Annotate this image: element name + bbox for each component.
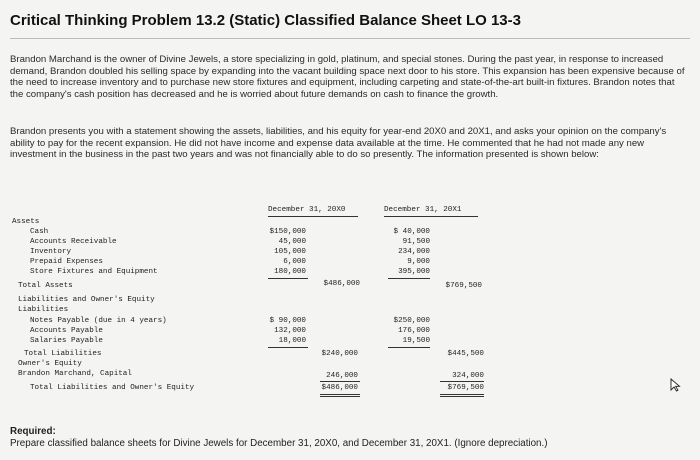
asset-value-20x0: 105,000 bbox=[274, 248, 306, 256]
problem-title: Critical Thinking Problem 13.2 (Static) Classified Balance Sheet LO 13-3 bbox=[10, 12, 521, 29]
liability-label: Accounts Payable bbox=[30, 327, 103, 335]
total-le-20x1: $769,500 bbox=[447, 384, 484, 392]
asset-value-20x0: 6,000 bbox=[283, 258, 306, 266]
asset-value-20x1: 395,000 bbox=[398, 268, 430, 276]
col-header-underline bbox=[268, 216, 358, 217]
asset-value-20x1: 91,500 bbox=[402, 238, 430, 246]
liability-value-20x0: $ 90,000 bbox=[269, 317, 306, 325]
liability-label: Notes Payable (due in 4 years) bbox=[30, 317, 167, 325]
col-header-20x0: December 31, 20X0 bbox=[268, 206, 346, 214]
subtotal-underline bbox=[320, 381, 360, 382]
grand-total-double-underline bbox=[440, 394, 484, 397]
total-le-label: Total Liabilities and Owner's Equity bbox=[30, 384, 195, 392]
total-liabilities-20x1: $445,500 bbox=[447, 350, 484, 358]
liability-label: Salaries Payable bbox=[30, 337, 103, 345]
required-section bbox=[10, 426, 690, 450]
liability-value-20x1: $250,000 bbox=[393, 317, 430, 325]
mouse-cursor-icon bbox=[670, 378, 682, 392]
capital-20x0: 246,000 bbox=[326, 372, 358, 380]
subtotal-underline bbox=[268, 278, 308, 279]
title-divider bbox=[10, 38, 690, 39]
liability-value-20x1: 176,000 bbox=[398, 327, 430, 335]
total-liabilities-20x0: $240,000 bbox=[321, 350, 358, 358]
liab-equity-heading: Liabilities and Owner's Equity bbox=[18, 296, 155, 304]
capital-label: Brandon Marchand, Capital bbox=[18, 370, 132, 378]
total-liabilities-label: Total Liabilities bbox=[24, 350, 102, 358]
subtotal-underline bbox=[440, 381, 484, 382]
subtotal-underline bbox=[268, 347, 308, 348]
total-assets-label: Total Assets bbox=[18, 282, 73, 290]
asset-label: Cash bbox=[30, 228, 49, 236]
required-heading: Required: bbox=[10, 426, 56, 437]
liabilities-heading: Liabilities bbox=[18, 306, 69, 314]
context-paragraph: Brandon presents you with a statement showing the assets, liabilities, and his equity for year-end 20X0 and 20X1, and asks your opinion on the company's ability to pay for the recent expansion. He did not have income and expense data available at the time. He commented that he had not made any new investment in the business in the past two years and was not financially able to do so presently. The information presented is shown below: bbox=[10, 126, 667, 161]
liability-value-20x1: 19,500 bbox=[402, 337, 430, 345]
subtotal-underline bbox=[388, 278, 430, 279]
asset-value-20x1: 9,000 bbox=[407, 258, 430, 266]
col-header-20x1: December 31, 20X1 bbox=[384, 206, 462, 214]
asset-value-20x0: 45,000 bbox=[278, 238, 306, 246]
capital-20x1: 324,000 bbox=[452, 372, 484, 380]
liability-value-20x0: 18,000 bbox=[278, 337, 306, 345]
assets-heading: Assets bbox=[12, 218, 40, 226]
required-text: Prepare classified balance sheets for Divine Jewels for December 31, 20X0, and December 31, 20X1. (Ignore depreciation.) bbox=[10, 438, 548, 449]
asset-value-20x1: 234,000 bbox=[398, 248, 430, 256]
asset-value-20x0: $150,000 bbox=[269, 228, 306, 236]
equity-heading: Owner's Equity bbox=[18, 360, 82, 368]
asset-value-20x1: $ 40,000 bbox=[393, 228, 430, 236]
col-header-underline bbox=[384, 216, 478, 217]
balance-statement bbox=[10, 200, 570, 410]
asset-value-20x0: 180,000 bbox=[274, 268, 306, 276]
total-le-20x0: $486,000 bbox=[321, 384, 358, 392]
subtotal-underline bbox=[388, 347, 430, 348]
total-assets-20x0: $486,000 bbox=[323, 280, 360, 288]
intro-paragraph: Brandon Marchand is the owner of Divine Jewels, a store specializing in gold, platinum, and special stones. During the past year, in response to increased demand, Brandon doubled his selling space by expanding into the vacant building space next door to his store. This expansion has been expensive because of the need to increase inventory and to purchase new store fixtures and equipment, including carpeting and state-of-the-art built-in fixtures. Brandon notes that the company's cash position has decreased and he is worried about future demands on cash to finance the growth. bbox=[10, 54, 685, 100]
grand-total-double-underline bbox=[320, 394, 360, 397]
asset-label: Prepaid Expenses bbox=[30, 258, 103, 266]
liability-value-20x0: 132,000 bbox=[274, 327, 306, 335]
total-assets-20x1: $769,500 bbox=[445, 282, 482, 290]
asset-label: Accounts Receivable bbox=[30, 238, 117, 246]
asset-label: Inventory bbox=[30, 248, 72, 256]
asset-label: Store Fixtures and Equipment bbox=[30, 268, 158, 276]
